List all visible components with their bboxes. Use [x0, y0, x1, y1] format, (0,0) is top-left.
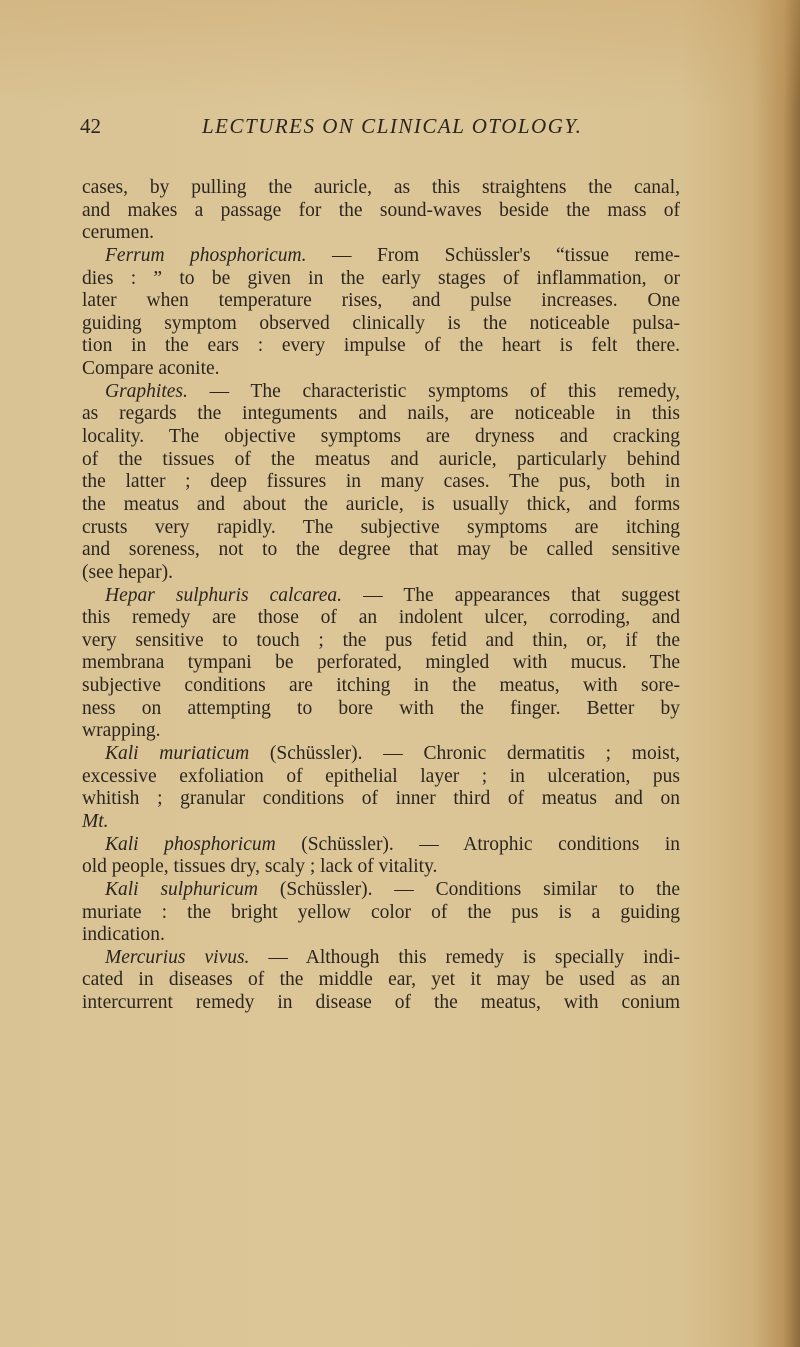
line-text: tion in the ears : every impulse of the heart is felt there. [82, 335, 680, 357]
remedy-name: Mt. [82, 810, 109, 832]
text-line [82, 652, 680, 675]
text-line [82, 222, 680, 245]
text-line [82, 675, 680, 698]
remedy-name: Graphites. [105, 380, 188, 402]
line-text: cated in diseases of the middle ear, yet it may be used as an [82, 969, 680, 991]
line-text: the meatus and about the auricle, is usually thick, and forms [82, 493, 680, 515]
line-text: (Schüssler). — Chronic dermatitis ; moist, [249, 743, 680, 765]
text-line [82, 517, 680, 540]
text-line [82, 630, 680, 653]
line-text: (see hepar). [82, 561, 173, 583]
line-text: old people, tissues dry, scaly ; lack of vitality. [82, 856, 438, 878]
line-text: indication. [82, 924, 165, 946]
text-line [82, 834, 680, 857]
line-text: Compare aconite. [82, 358, 220, 380]
line-text: — The characteristic symptoms of this remedy, [187, 380, 680, 402]
line-text: ness on attempting to bore with the finger. Better by [82, 697, 680, 719]
line-text: (Schüssler). — Atrophic conditions in [275, 833, 680, 855]
text-line [82, 856, 680, 879]
text-line [82, 743, 680, 766]
line-text: whitish ; granular conditions of inner third of meatus and on [82, 788, 680, 810]
line-text: cerumen. [82, 222, 155, 244]
line-text: and soreness, not to the degree that may be called sensitive [82, 539, 680, 561]
text-line [82, 449, 680, 472]
text-line [82, 381, 680, 404]
line-text: as regards the integuments and nails, are noticeable in this [82, 403, 680, 425]
text-line [82, 471, 680, 494]
text-line [82, 879, 680, 902]
remedy-name: Ferrum phosphoricum. [105, 244, 307, 266]
text-line [82, 358, 680, 381]
page-header [80, 114, 680, 140]
text-line [82, 924, 680, 947]
remedy-name: Hepar sulphuris calcarea. [105, 584, 343, 606]
running-title: LECTURES ON CLINICAL OTOLOGY. [202, 114, 583, 138]
text-line [82, 585, 680, 608]
text-line [82, 268, 680, 291]
line-text: — From Schüssler's “tissue reme- [306, 244, 680, 266]
text-line [82, 245, 680, 268]
text-line [82, 720, 680, 743]
line-text: and makes a passage for the sound-waves beside the mass of [82, 199, 680, 221]
line-text: membrana tympani be perforated, mingled with mucus. The [82, 652, 680, 674]
line-text: crusts very rapidly. The subjective symptoms are itching [82, 516, 680, 538]
text-line [82, 992, 680, 1015]
line-text: very sensitive to touch ; the pus fetid and thin, or, if the [82, 629, 680, 651]
page-number: 42 [80, 114, 101, 138]
text-line [82, 947, 680, 970]
line-text: locality. The objective symptoms are dryness and cracking [82, 426, 680, 448]
remedy-name: Kali sulphuricum [105, 878, 258, 900]
line-text: subjective conditions are itching in the meatus, with sore- [82, 675, 680, 697]
text-line [82, 313, 680, 336]
text-line [82, 902, 680, 925]
text-line [82, 177, 680, 200]
text-line [82, 539, 680, 562]
line-text: excessive exfoliation of epithelial layer ; in ulceration, pus [82, 765, 680, 787]
text-line [82, 607, 680, 630]
line-text: guiding symptom observed clinically is the noticeable pulsa- [82, 312, 680, 334]
line-text: intercurrent remedy in disease of the meatus, with conium [82, 992, 680, 1014]
remedy-name: Mercurius vivus. [105, 946, 250, 968]
text-line [82, 290, 680, 313]
line-text: muriate : the bright yellow color of the pus is a guiding [82, 901, 680, 923]
line-text: — Although this remedy is specially indi- [249, 946, 680, 968]
line-text: this remedy are those of an indolent ulcer, corroding, and [82, 607, 680, 629]
remedy-name: Kali phosphoricum [105, 833, 276, 855]
text-line [82, 562, 680, 585]
line-text: cases, by pulling the auricle, as this straightens the canal, [82, 177, 680, 198]
text-line [82, 200, 680, 223]
text-line [82, 788, 680, 811]
text-line [82, 811, 680, 834]
text-line [82, 335, 680, 358]
text-line [82, 403, 680, 426]
line-text: (Schüssler). — Conditions similar to the [257, 878, 681, 900]
line-text: later when temperature rises, and pulse increases. One [82, 290, 680, 312]
text-line [82, 969, 680, 992]
text-line [82, 426, 680, 449]
page-shading [0, 0, 800, 110]
text-line [82, 494, 680, 517]
body-text [82, 177, 680, 1015]
text-line [82, 766, 680, 789]
line-text: the latter ; deep fissures in many cases. The pus, both in [82, 471, 680, 493]
line-text: of the tissues of the meatus and auricle, particularly behind [82, 448, 680, 470]
text-line [82, 698, 680, 721]
remedy-name: Kali muriaticum [105, 743, 250, 765]
line-text: wrapping. [82, 720, 161, 742]
line-text: dies : ” to be given in the early stages of inflammation, or [82, 267, 680, 289]
line-text: — The appearances that suggest [342, 584, 680, 606]
